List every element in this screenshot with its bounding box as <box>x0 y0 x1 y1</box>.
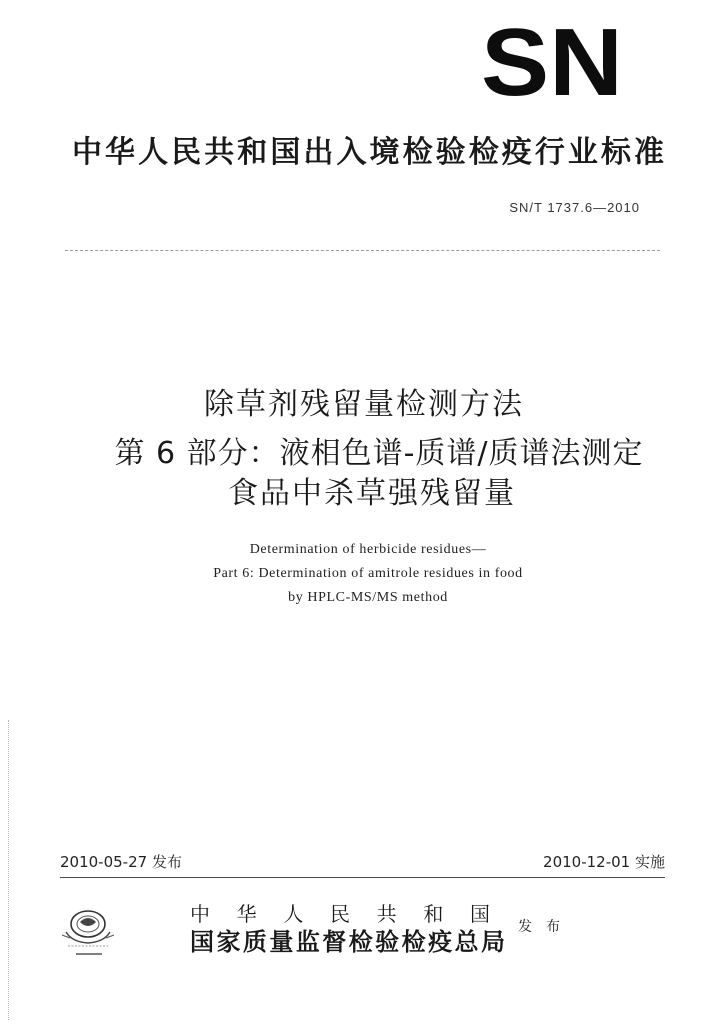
en-title-line-2: Part 6: Determination of amitrole residues in food <box>213 566 523 581</box>
cn-title-line-1: 除草剂残留量检测方法 <box>204 387 524 422</box>
sn-logo <box>478 20 628 102</box>
issue-date: 2010-05-27 发布 <box>60 853 182 871</box>
issuer-action: 发 布 <box>518 919 560 935</box>
en-title-line-1: Determination of herbicide residues— <box>249 542 487 557</box>
date-divider <box>60 877 665 878</box>
issuer-agency: 国家质量监督检验检疫总局 <box>190 928 505 956</box>
sn-logo-text: SN <box>481 20 623 102</box>
scan-edge-mark <box>8 720 9 1020</box>
cn-title-line-3: 食品中杀草强残留量 <box>228 476 516 511</box>
standard-number: SN/T 1737.6—2010 <box>509 200 640 215</box>
issuer-country: 中 华 人 民 共 和 国 <box>190 902 490 926</box>
aqsiq-emblem-icon <box>58 902 122 964</box>
en-title-line-3: by HPLC-MS/MS method <box>288 590 448 605</box>
standard-category-title: 中华人民共和国出入境检验检疫行业标准 <box>72 135 664 170</box>
header-divider <box>65 250 660 251</box>
cn-title-line-2: 第 6 部分：液相色谱-质谱/质谱法测定 <box>114 436 644 471</box>
implementation-date: 2010-12-01 实施 <box>543 853 665 871</box>
